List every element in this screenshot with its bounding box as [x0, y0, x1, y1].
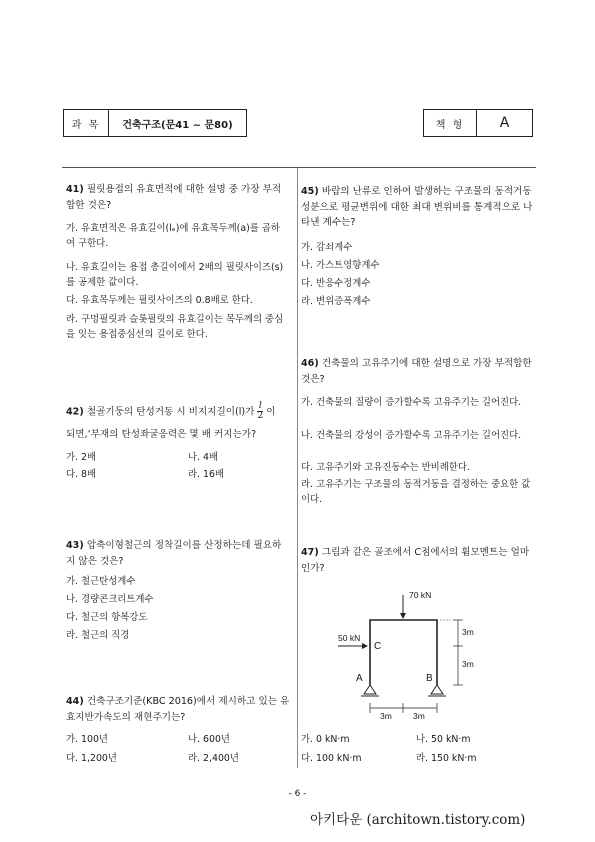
label-70kn: 70 kN: [409, 590, 432, 600]
q44-option-3[interactable]: 다. 1,200년: [66, 753, 117, 764]
question-text: 필릿용접의 유효면적에 대한 설명 중 가장 부적합한 것은?: [66, 184, 282, 211]
question-number: 41): [66, 184, 84, 195]
q41-option-1[interactable]: 가. 유효면적은 유효길이(lₑ)에 유효목두께(a)를 곱하여 구한다.: [66, 223, 280, 249]
question-number: 46): [301, 358, 319, 369]
q47-option-1[interactable]: 가. 0 kN·m: [301, 734, 350, 745]
q44-option-4[interactable]: 라. 2,400년: [188, 753, 239, 764]
q46-option-1[interactable]: 가. 건축물의 질량이 증가할수록 고유주기는 길어진다.: [301, 397, 522, 408]
question-41: [66, 182, 288, 213]
question-number: 47): [301, 547, 319, 558]
q46-option-3[interactable]: 다. 고유주기와 고유진동수는 반비례한다.: [301, 462, 470, 473]
subject-header-box: [63, 109, 247, 137]
page-number: - 6 -: [288, 789, 307, 799]
fraction-l-over-2: $\frac{l}{2}$: [257, 401, 264, 421]
q45-option-3[interactable]: 다. 반응수정계수: [301, 278, 371, 289]
question-number: 45): [301, 186, 319, 197]
q45-option-4[interactable]: 라. 변위증폭계수: [301, 296, 371, 307]
label-point-c: C: [374, 641, 382, 652]
question-46: 46) 건축물의 고유주기에 대한 설명으로 가장 부적합한 것은?: [301, 358, 532, 385]
question-number: 42): [66, 406, 84, 418]
q44-option-1[interactable]: 가. 100년: [66, 734, 108, 745]
booklet-type-value: A: [499, 115, 510, 131]
label-point-b: B: [426, 673, 433, 684]
q42-option-2[interactable]: 나. 4배: [188, 452, 219, 463]
q41-option-3[interactable]: 다. 유효목두께는 필릿사이즈의 0.8배로 한다.: [66, 295, 253, 306]
q43-option-3[interactable]: 다. 철근의 항복강도: [66, 612, 148, 623]
q43-option-2[interactable]: 나. 경량콘크리트계수: [66, 594, 154, 605]
question-42-continued: 되면,‘부재의 탄성좌굴응력은 몇 배 커지는가?: [66, 429, 257, 440]
q43-option-1[interactable]: 가. 철근탄성계수: [66, 576, 136, 587]
q45-option-1[interactable]: 가. 감쇠계수: [301, 242, 353, 253]
support-b: [431, 685, 443, 694]
label-width-2: 3m: [413, 711, 425, 721]
q43-option-4[interactable]: 라. 철근의 직경: [66, 630, 130, 641]
header-divider: [62, 167, 536, 168]
question-45: 45) 바람의 난류로 인하여 발생하는 구조물의 동적거동성분으로 평균변위에 대한 최대 변위비를 통계적으로 나타낸 계수는?: [301, 186, 533, 228]
label-50kn: 50 kN: [338, 633, 361, 643]
q41-option-4[interactable]: 라. 구멍필릿과 슬롯필릿의 유효길이는 목두께의 중심을 잇는 용접중심선의 길이로 한다.: [66, 314, 284, 340]
question-number: 43): [66, 540, 84, 551]
q42-option-4[interactable]: 라. 16배: [188, 469, 225, 480]
question-43: 43) 압축이형철근의 정착길이를 산정하는데 필요하지 않은 것은?: [66, 540, 282, 567]
question-42: 42) 철골기둥의 탄성거동 시 비지지길이(l)가 $\frac{l}{2}$ 이: [66, 401, 276, 421]
q42-option-1[interactable]: 가. 2배: [66, 452, 97, 463]
booklet-type-box: [423, 109, 533, 137]
q42-option-3[interactable]: 다. 8배: [66, 469, 97, 480]
question-44: 44) 건축구조기준(KBC 2016)에서 제시하고 있는 유효지반가속도의 재현주기는?: [66, 696, 290, 723]
support-a: [364, 685, 376, 694]
frame-diagram: [330, 580, 510, 730]
booklet-type-label: 책 형: [424, 110, 477, 136]
label-height-1: 3m: [462, 627, 474, 637]
column-divider: [297, 168, 298, 768]
label-width-1: 3m: [380, 711, 392, 721]
subject-label: 과 목: [64, 110, 109, 136]
label-point-a: A: [356, 673, 363, 684]
question-47: 47) 그림과 같은 골조에서 C점에서의 휨모멘트는 얼마인가?: [301, 547, 530, 574]
q47-option-3[interactable]: 다. 100 kN·m: [301, 753, 362, 764]
label-height-2: 3m: [462, 659, 474, 669]
q44-option-2[interactable]: 나. 600년: [188, 734, 230, 745]
q41-option-2[interactable]: 나. 유효길이는 용접 총길이에서 2배의 필릿사이즈(s)를 공제한 값이다.: [66, 262, 284, 288]
watermark-text: 아키타운 (architown.tistory.com): [310, 812, 526, 828]
q45-option-2[interactable]: 나. 가스트영향계수: [301, 260, 380, 271]
subject-value: 건축구조(문41 ~ 문80): [122, 119, 233, 131]
question-number: 44): [66, 696, 84, 707]
q47-option-4[interactable]: 라. 150 kN·m: [416, 753, 477, 764]
q47-option-2[interactable]: 나. 50 kN·m: [416, 734, 471, 745]
q46-option-4[interactable]: 라. 고유주기는 구조물의 동적거동을 결정하는 중요한 값이다.: [301, 479, 531, 505]
q46-option-2[interactable]: 나. 건축물의 강성이 증가할수록 고유주기는 길어진다.: [301, 430, 522, 441]
